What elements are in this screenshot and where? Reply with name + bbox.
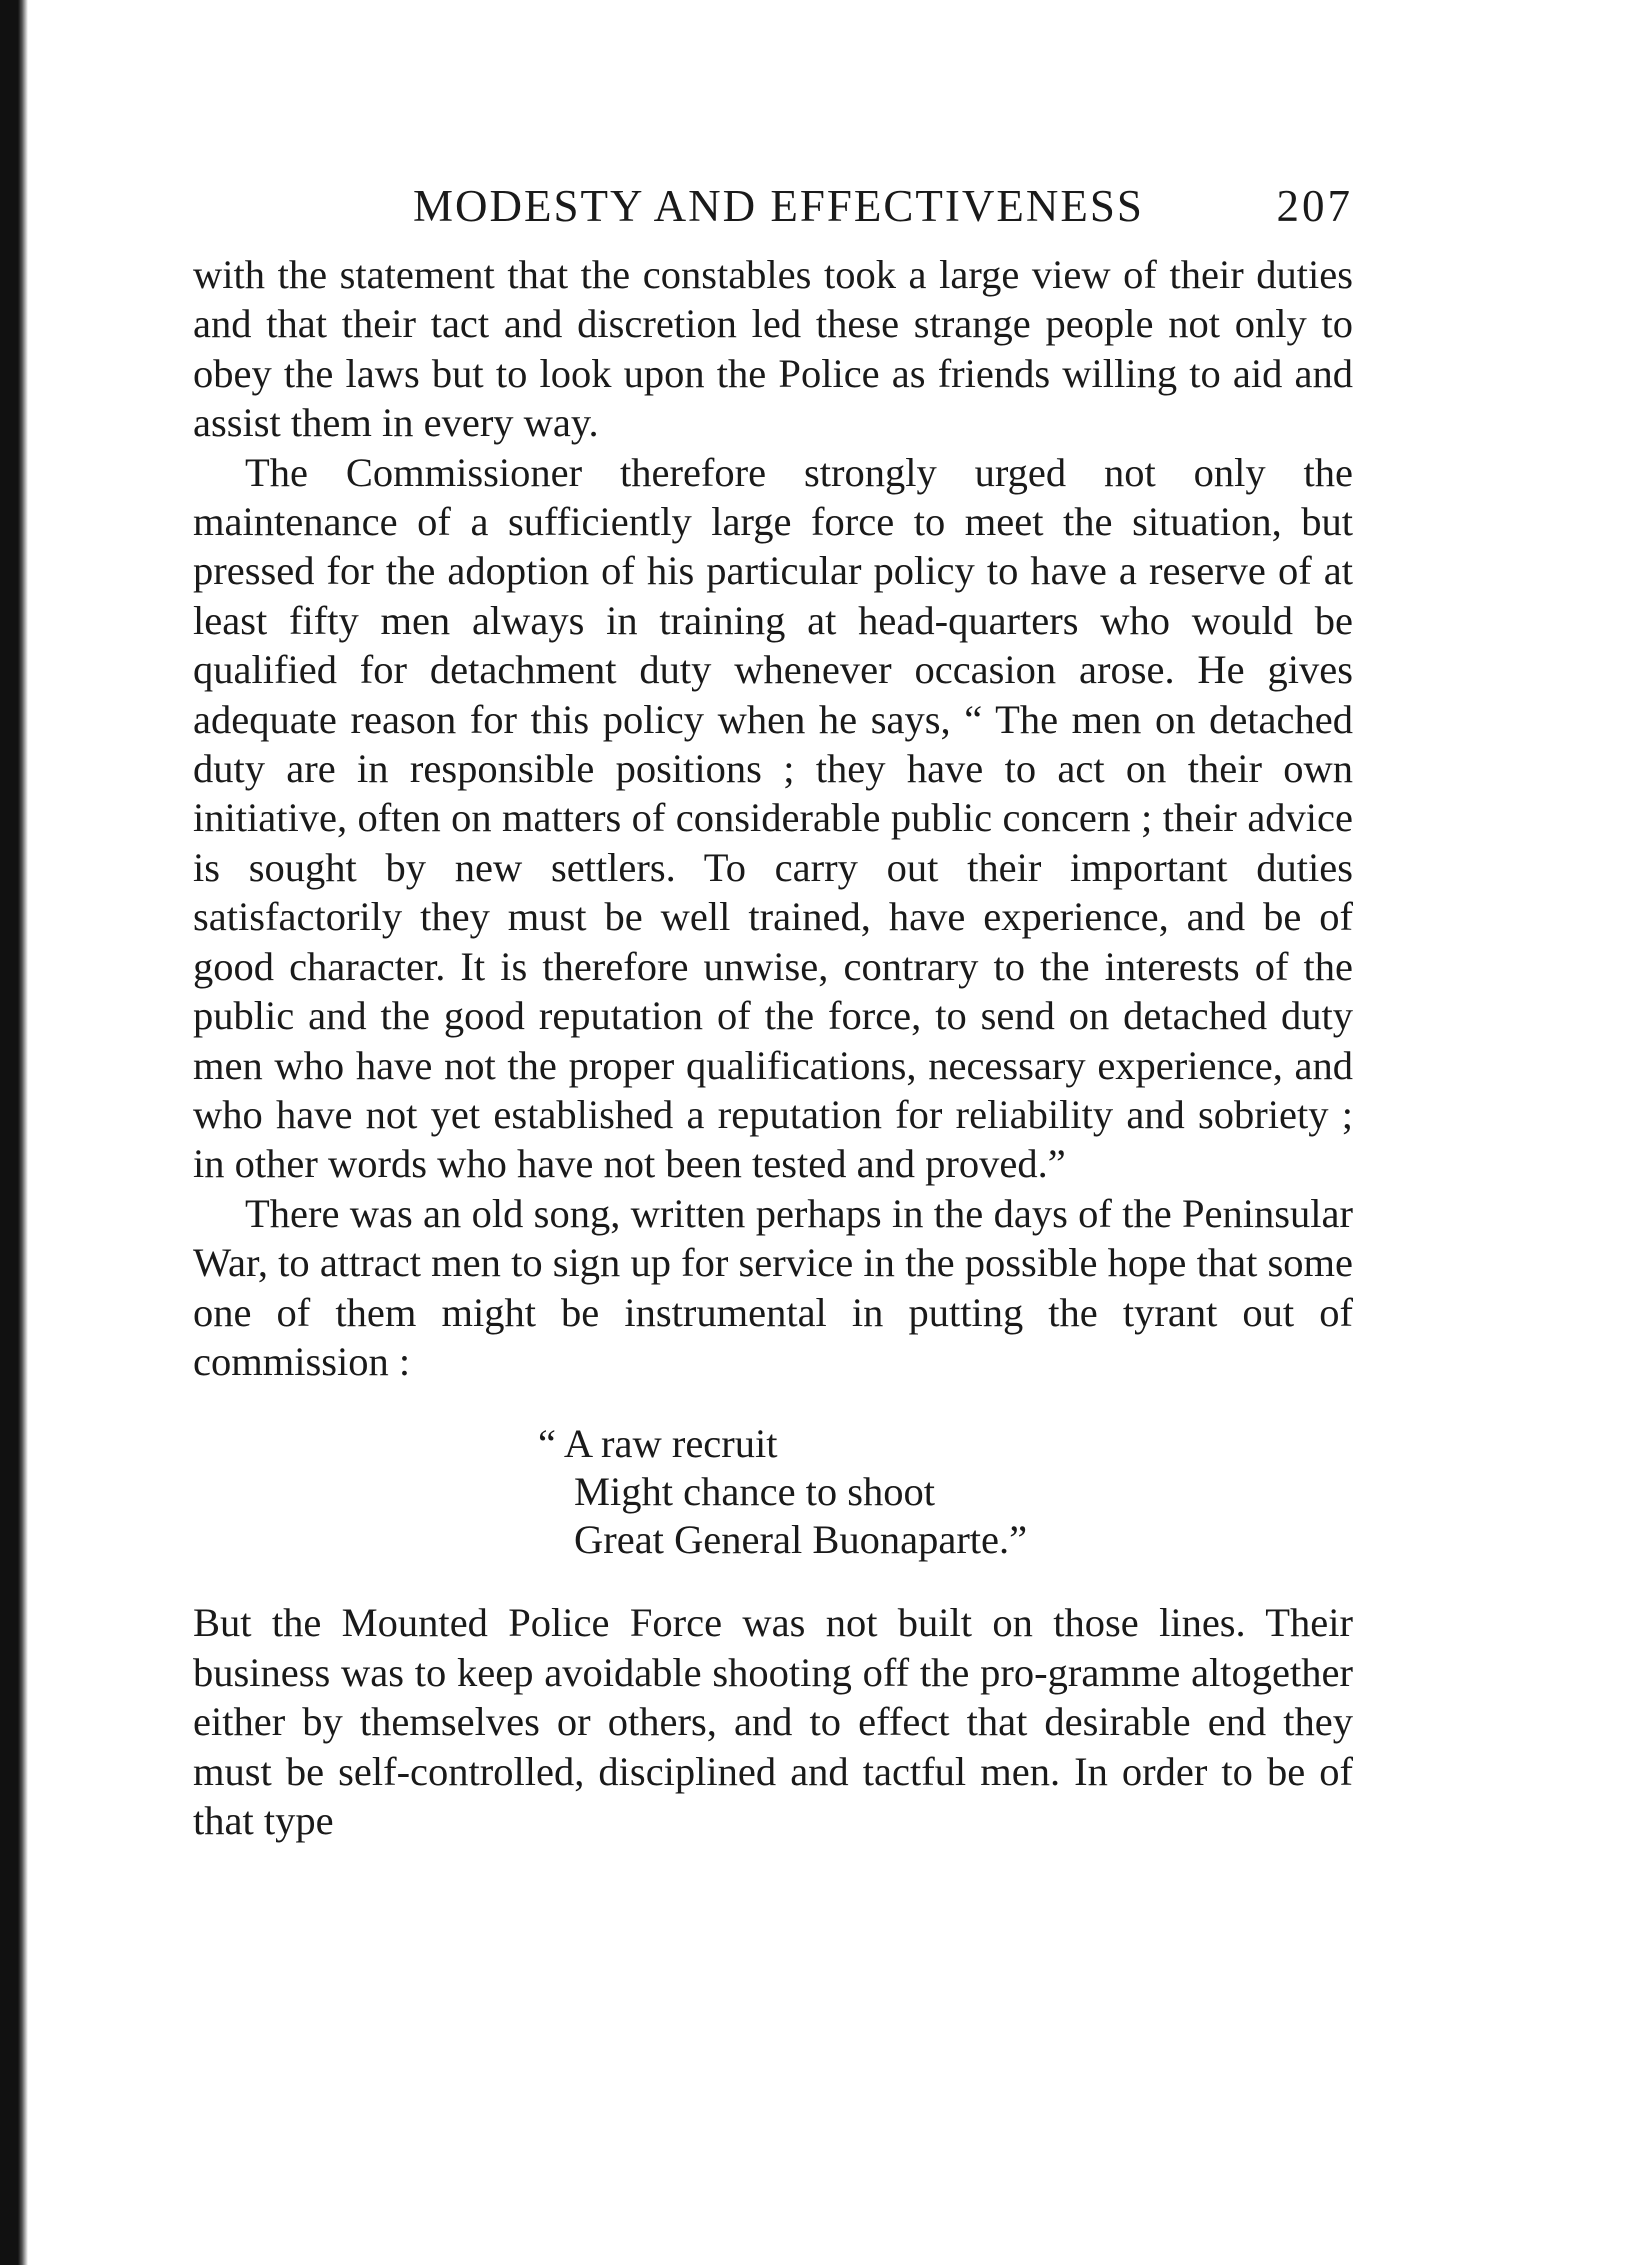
paragraph-old-song: There was an old song, written perhaps in the days of the Peninsular War, to attract men to sign up for service in the possible hope that some one of them might be instrumental in putting the tyrant out of commission :	[193, 1190, 1353, 1384]
paragraph-mounted-police: But the Mounted Police Force was not built on those lines. Their business was to keep avoidable shooting off the pro-gramme altogether either by themselves or others, and to effect that desirable end they must be self-controlled, disciplined and tactful men. In order to be of that type	[193, 1600, 1353, 1843]
paragraph-commissioner: The Commissioner therefore strongly urged not only the maintenance of a sufficiently large force to meet the situation, but pressed for the adoption of his particular policy to have a reserve of at least fifty men always in training at head-quarters who would be qualified for detachment duty whenever occasion arose. He gives adequate reason for this policy when he says, “ The men on detached duty are in responsible positions ; they have to act on their own initiative, often on matters of considerable public concern ; their advice is sought by new settlers. To carry out their important duties satisfactorily they must be well trained, have experience, and be of good character. It is therefore unwise, contrary to the interests of the public and the good reputation of the force, to send on detached duty men who have not the proper qualifications, necessary experience, and who have not yet established a reputation for reliability and sobriety ; in other words who have not been tested and proved.”	[193, 449, 1353, 1187]
verse-quotation	[538, 1420, 1353, 1564]
paragraph-continuation: with the statement that the constables took a large view of their duties and that their tact and discretion led these strange people not only to obey the laws but to look upon the Police as friends willing to aid and assist them in every way.	[193, 252, 1353, 446]
verse-line: Great General Buonaparte.”	[574, 1517, 1028, 1563]
running-title: MODESTY AND EFFECTIVENESS	[413, 181, 1144, 231]
page-number: 207	[1276, 181, 1353, 231]
book-spine-shadow	[0, 0, 28, 2265]
running-head	[193, 180, 1353, 240]
verse-line: Might chance to shoot	[574, 1469, 936, 1515]
book-page	[193, 180, 1353, 1845]
verse-line: “ A raw recruit	[538, 1421, 778, 1467]
body-text	[193, 250, 1353, 1845]
